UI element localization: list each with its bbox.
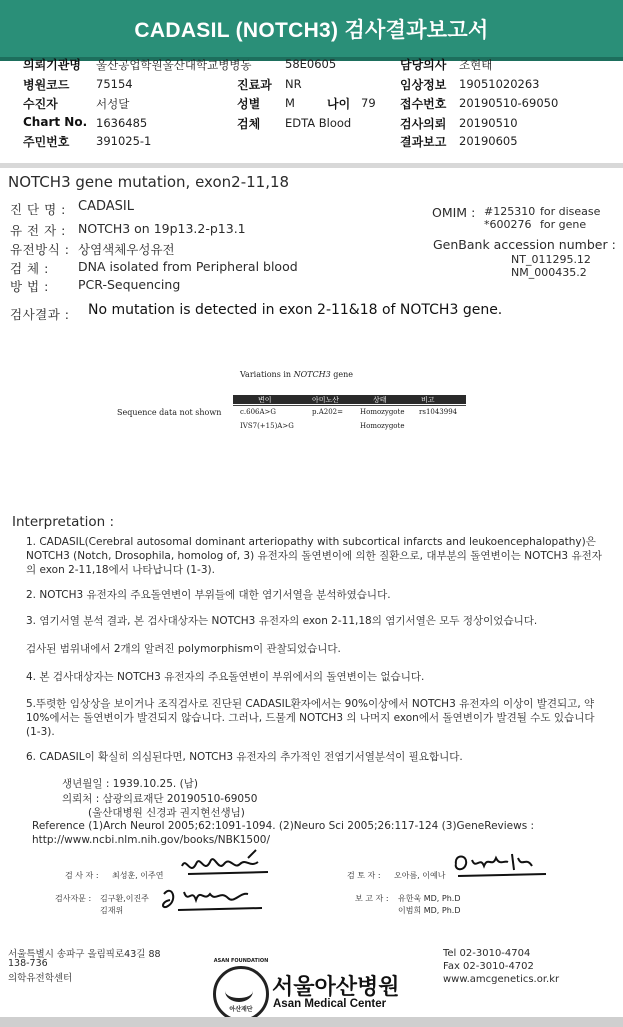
- reference-url: http://www.ncbi.nlm.nih.gov/books/NBK1500/: [32, 834, 270, 846]
- footer-fax: Fax 02-3010-4702: [443, 961, 534, 972]
- tester-value: 최성훈, 이주연: [112, 871, 164, 880]
- advisor-value-1: 김구환,이진주: [100, 894, 149, 903]
- tester-signature: [178, 846, 278, 882]
- hospital-name-en: Asan Medical Center: [273, 998, 387, 1010]
- interpretation-item-2: 2. NOTCH3 유전자의 주요돌연변이 부위들에 대한 염기서열을 분석하였습니다.: [26, 589, 391, 601]
- genbank-label: GenBank accession number :: [433, 237, 616, 252]
- report-date-value: 20190605: [459, 134, 518, 148]
- advisor-signature: [158, 880, 268, 916]
- advisor-label: 검사자문 :: [55, 894, 92, 903]
- report-date-label: 결과보고: [400, 135, 447, 149]
- reporter-value-2: 이범희 MD, Ph.D: [398, 906, 461, 915]
- hospital-code-value: 75154: [96, 77, 133, 91]
- reviewer-value: 오아름, 이예나: [394, 871, 446, 880]
- specimen-method-value: DNA isolated from Peripheral blood: [78, 259, 298, 274]
- resident-value: 391025-1: [96, 134, 152, 148]
- genbank-accession-2: NM_000435.2: [511, 266, 587, 279]
- table-cell: c.606A>G: [240, 408, 277, 416]
- doctor-value: 조현태: [459, 58, 493, 72]
- gene-label: 유 전 자 :: [10, 223, 66, 238]
- dept-value: NR: [285, 77, 302, 91]
- inheritance-label: 유전방식 :: [10, 242, 70, 257]
- gene-value: NOTCH3 on 19p13.2-p13.1: [78, 221, 246, 236]
- tester-label: 검 사 자 :: [65, 871, 99, 880]
- reference: Reference (1)Arch Neurol 2005;62:1091-1094. (2)Neuro Sci 2005;26:117-124 (3)GeneReviews :: [32, 820, 535, 832]
- interpretation-item-4: 4. 본 검사대상자는 NOTCH3 유전자의 주요돌연변이 부위에서의 돌연변이는 없습니다.: [26, 671, 425, 683]
- footer-tel: Tel 02-3010-4704: [443, 948, 531, 959]
- report-title: CADASIL (NOTCH3) 검사결과보고서: [134, 19, 489, 42]
- hospital-name-ko: 서울아산병원: [272, 975, 400, 1000]
- requester-detail: (울산대병원 신경과 권지현선생님): [88, 807, 245, 819]
- variations-col-variant: 변이: [258, 396, 272, 404]
- asan-foundation-logo: ASAN FOUNDATION 아산재단: [213, 966, 265, 1018]
- chart-value: 1636485: [96, 116, 148, 130]
- request-value: 20190510: [459, 116, 518, 130]
- requester: 의뢰처 : 삼광의료재단 20190510-69050: [62, 793, 258, 805]
- table-cell: IVS7(+15)A>G: [240, 422, 294, 430]
- result-value: No mutation is detected in exon 2-11&18 of NOTCH3 gene.: [88, 302, 503, 318]
- reviewer-label: 검 토 자 :: [347, 871, 381, 880]
- variations-title: Variations in NOTCH3 gene: [240, 370, 353, 379]
- variations-col-note: 비고: [421, 396, 435, 404]
- genbank-accession-1: NT_011295.12: [511, 253, 591, 266]
- variations-side-note: Sequence data not shown: [117, 408, 222, 417]
- sex-value: M: [285, 96, 295, 110]
- variations-table-rule: [233, 405, 466, 406]
- interpretation-item-3b: 검사된 범위내에서 2개의 알려진 polymorphism이 관찰되었습니다.: [26, 643, 341, 655]
- omim-disease-note: for disease: [540, 205, 601, 218]
- specimen-value: EDTA Blood: [285, 116, 352, 130]
- hospital-code-label: 병원코드: [23, 78, 70, 92]
- omim-gene: *600276: [484, 218, 532, 231]
- recipient-label: 수진자: [23, 97, 58, 111]
- age-value: 79: [361, 96, 376, 110]
- interpretation-item-5: 5.뚜렷한 임상상을 보이거나 조직검사로 진단된 CADASIL환자에서는 90%이상에서 NOTCH3 유전자의 이상이 발견되고, 약 10%에서는 돌연변이가 발견되지 않습니다. 그러나, 드물게 NOTCH3 의 나머지 exon에서 돌연변이가 발견될 수도 있습니다 (1-3).: [26, 698, 595, 738]
- table-cell: rs1043994: [419, 408, 458, 416]
- omim-label: OMIM :: [432, 205, 476, 220]
- receipt-no-value: 20190510-69050: [459, 96, 559, 110]
- footer-address-2: 138-736: [8, 958, 48, 969]
- reviewer-signature: [452, 846, 552, 880]
- interpretation-item-6: 6. CADASIL이 확실히 의심된다면, NOTCH3 유전자의 추가적인 전염기서열분석이 필요합니다.: [26, 751, 463, 763]
- report-heading: NOTCH3 gene mutation, exon2-11,18: [8, 173, 290, 191]
- institution-value: 울산공업학원울산대학교병병동: [96, 58, 252, 72]
- method-label: 방 법 :: [10, 279, 49, 294]
- table-cell: p.A202=: [312, 408, 343, 416]
- sex-label: 성별: [237, 97, 261, 111]
- interpretation-heading: Interpretation :: [12, 514, 115, 530]
- specimen-label: 검체: [237, 117, 261, 131]
- interpretation-item-1: 1. CADASIL(Cerebral autosomal dominant arteriopathy with subcortical infarcts and leukoencephalopathy)은 NOTCH3 (Notch, Drosophila, homolog of, 3) 유전자의 돌연변이에 의한 질환으로, 대부분의 돌연변이는 NOTCH3 유전자의 exon 2-11,18에서 나타납니다 (1-3).: [26, 536, 602, 576]
- institution-code: 58E0605: [285, 57, 337, 71]
- specimen-method-label: 검 체 :: [10, 261, 49, 276]
- recipient-value: 서성달: [96, 97, 130, 111]
- table-cell: Homozygote: [360, 422, 405, 430]
- inheritance-value: 상염색체우성유전: [78, 242, 175, 257]
- table-cell: Homozygote: [360, 408, 405, 416]
- advisor-value-2: 김재위: [100, 906, 124, 915]
- footer-address-1: 서울특별시 송파구 올림픽로43길 88: [8, 949, 161, 960]
- clinical-label: 임상정보: [400, 78, 447, 92]
- receipt-no-label: 접수번호: [400, 97, 447, 111]
- variations-col-state: 상태: [373, 396, 387, 404]
- diagnosis-value: CADASIL: [78, 199, 134, 214]
- omim-disease: #125310: [484, 205, 536, 218]
- chart-label: Chart No.: [23, 115, 88, 129]
- resident-label: 주민번호: [23, 135, 70, 149]
- bottom-edge-strip: [0, 1017, 623, 1027]
- reporter-value-1: 유한욱 MD, Ph.D: [398, 894, 461, 903]
- variations-col-aminoacid: 아미노산: [312, 396, 340, 404]
- reporter-label: 보 고 자 :: [355, 894, 389, 903]
- dept-label: 진료과: [237, 78, 272, 92]
- diagnosis-label: 진 단 명 :: [10, 202, 66, 217]
- age-label: 나이: [327, 97, 351, 111]
- institution-label: 의뢰기관명: [23, 58, 81, 72]
- footer-web: www.amcgenetics.or.kr: [443, 974, 560, 985]
- omim-gene-note: for gene: [540, 218, 587, 231]
- request-label: 검사의뢰: [400, 117, 447, 131]
- interpretation-item-3: 3. 염기서열 분석 결과, 본 검사대상자는 NOTCH3 유전자의 exon 2-11,18의 염기서열은 모두 정상이었습니다.: [26, 615, 538, 627]
- result-label: 검사결과 :: [10, 307, 70, 322]
- birth-date: 생년월일 : 1939.10.25. (남): [62, 778, 198, 790]
- clinical-value: 19051020263: [459, 77, 540, 91]
- method-value: PCR-Sequencing: [78, 277, 181, 292]
- doctor-label: 담당의사: [400, 58, 447, 72]
- footer-address-3: 의학유전학센터: [8, 973, 73, 984]
- section-divider: [0, 163, 623, 168]
